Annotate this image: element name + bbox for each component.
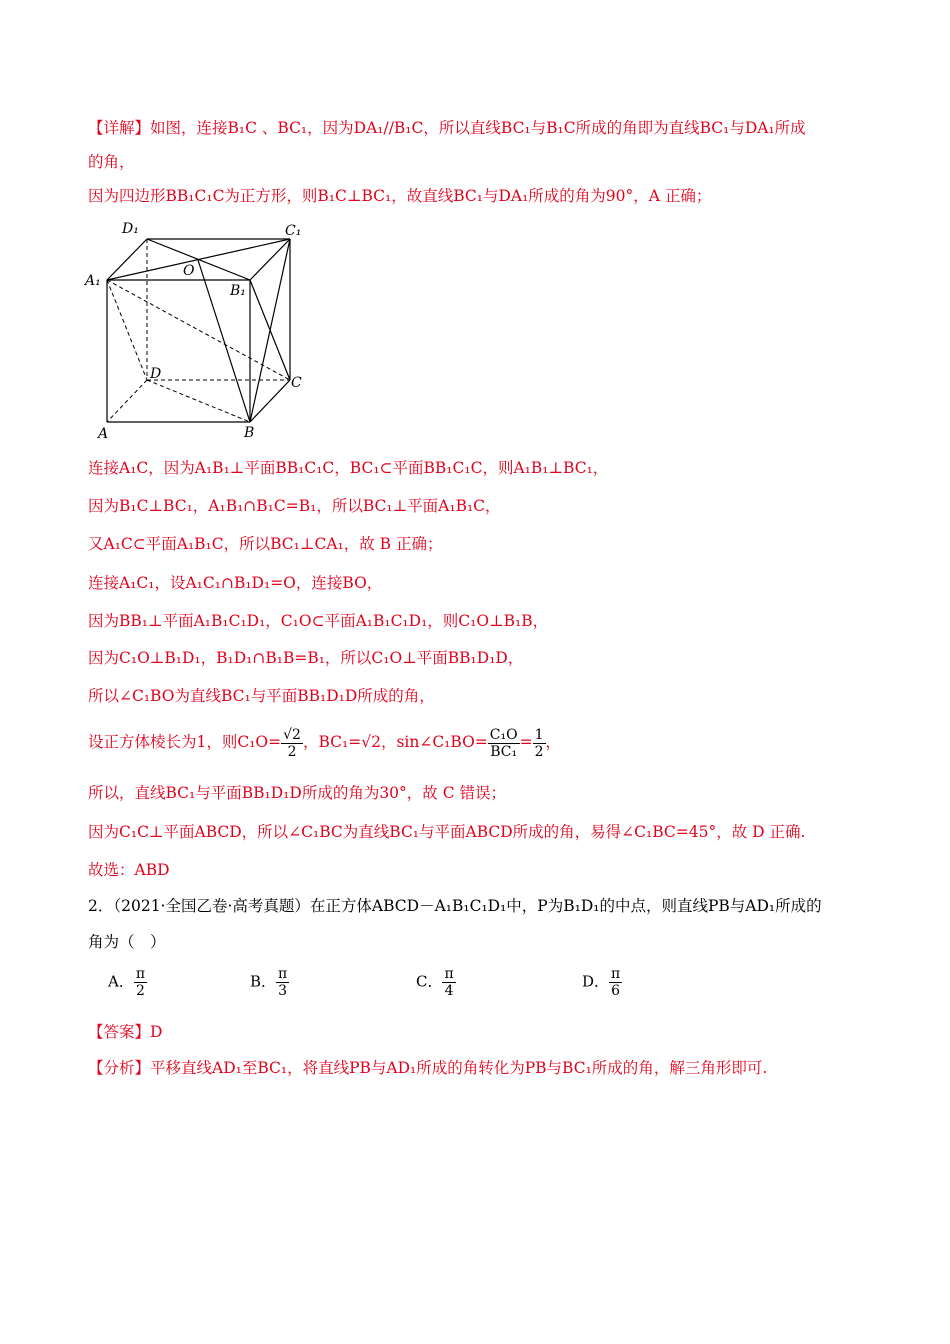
text-line: 因为BB₁⊥平面A₁B₁C₁D₁，C₁O⊂平面A₁B₁C₁D₁，则C₁O⊥B₁B， (88, 612, 549, 630)
text-line: 故选：ABD (88, 861, 170, 879)
question-2-line: 2．（2021·全国乙卷·高考真题）在正方体ABCD－A₁B₁C₁D₁中，P为B₁D₁的中点，则直线PB与AD₁所成的 (88, 897, 822, 915)
formula-text: 设正方体棱长为1，则C₁O= (88, 733, 282, 751)
line-B1C (250, 280, 290, 380)
label-C: C (291, 375, 302, 391)
label-O: O (183, 263, 195, 279)
text-line: 所以∠C₁BO为直线BC₁与平面BB₁D₁D所成的角， (88, 687, 435, 705)
line-A1C (107, 280, 290, 380)
analysis-line: 【分析】平移直线AD₁至BC₁，将直线PB与AD₁所成的角转化为PB与BC₁所成的角，解三角形即可. (88, 1059, 768, 1077)
formula-text: ， (545, 733, 562, 751)
fraction-c1o-over-bc1: $\frac{\text{C₁O}}{\text{BC₁}}$ (489, 726, 518, 760)
formula-text: = (519, 733, 533, 751)
label-A1: A₁ (85, 273, 101, 289)
fraction-1-over-2: $\frac{1}{2}$ (534, 726, 544, 760)
text-line: 因为四边形BB₁C₁C为正方形，则B₁C⊥BC₁，故直线BC₁与DA₁所成的角为90°，A 正确； (88, 187, 712, 205)
line-DB (147, 380, 250, 422)
cube-figure (80, 215, 320, 445)
option-fraction: $\frac{\pi}{4}$ (444, 966, 454, 999)
option-fraction: $\frac{\pi}{3}$ (278, 966, 288, 999)
text-line-formula (88, 722, 868, 762)
text-line: 因为C₁O⊥B₁D₁，B₁D₁∩B₁B=B₁，所以C₁O⊥平面BB₁D₁D， (88, 649, 524, 667)
answer-line: 【答案】D (88, 1023, 163, 1041)
option-fraction: $\frac{\pi}{6}$ (611, 966, 621, 999)
line-A1D (107, 280, 147, 380)
edge-BC (250, 380, 290, 422)
label-D: D (150, 366, 162, 382)
text-line: 的角， (88, 153, 135, 171)
text-line: 【详解】如图，连接B₁C 、BC₁，因为DA₁//B₁C，所以直线BC₁与B₁C所成的角即为直线BC₁与DA₁所成 (88, 119, 806, 137)
text-line: 因为B₁C⊥BC₁，A₁B₁∩B₁C=B₁，所以BC₁⊥平面A₁B₁C， (88, 497, 501, 515)
text-line: 连接A₁C，因为A₁B₁⊥平面BB₁C₁C，BC₁⊂平面BB₁C₁C，则A₁B₁⊥BC₁， (88, 459, 609, 477)
option-d[interactable]: D． $\frac{\pi}{6}$ (582, 966, 621, 999)
text-line: 所以，直线BC₁与平面BB₁D₁D所成的角为30°，故 C 错误； (88, 784, 507, 802)
label-B1: B₁ (230, 283, 246, 299)
edge-C1B1 (250, 239, 290, 280)
option-b[interactable]: B． $\frac{\pi}{3}$ (250, 966, 288, 999)
option-c[interactable]: C． $\frac{\pi}{4}$ (416, 966, 454, 999)
edge-DA (107, 380, 147, 422)
fraction-sqrt2-over-2: $\frac{√2}{2}$ (283, 726, 301, 760)
label-A: A (98, 426, 109, 442)
text-line: 连接A₁C₁，设A₁C₁∩B₁D₁=O，连接BO， (88, 574, 383, 592)
label-C1: C₁ (285, 223, 302, 239)
diag-B1D1 (147, 239, 250, 280)
option-a[interactable]: A． $\frac{\pi}{2}$ (108, 966, 146, 999)
question-2-line: 角为（ ） (88, 933, 166, 951)
edge-A1D1 (107, 239, 147, 280)
text-line: 因为C₁C⊥平面ABCD，所以∠C₁BC为直线BC₁与平面ABCD所成的角，易得∠C₁BC=45°，故 D 正确. (88, 823, 806, 841)
label-D1: D₁ (122, 221, 139, 237)
formula-text: ，BC₁=√2，sin∠C₁BO= (302, 733, 488, 751)
text-line: 又A₁C⊂平面A₁B₁C，所以BC₁⊥CA₁，故 B 正确； (88, 535, 443, 553)
label-B: B (244, 425, 255, 441)
option-fraction: $\frac{\pi}{2}$ (135, 966, 146, 999)
